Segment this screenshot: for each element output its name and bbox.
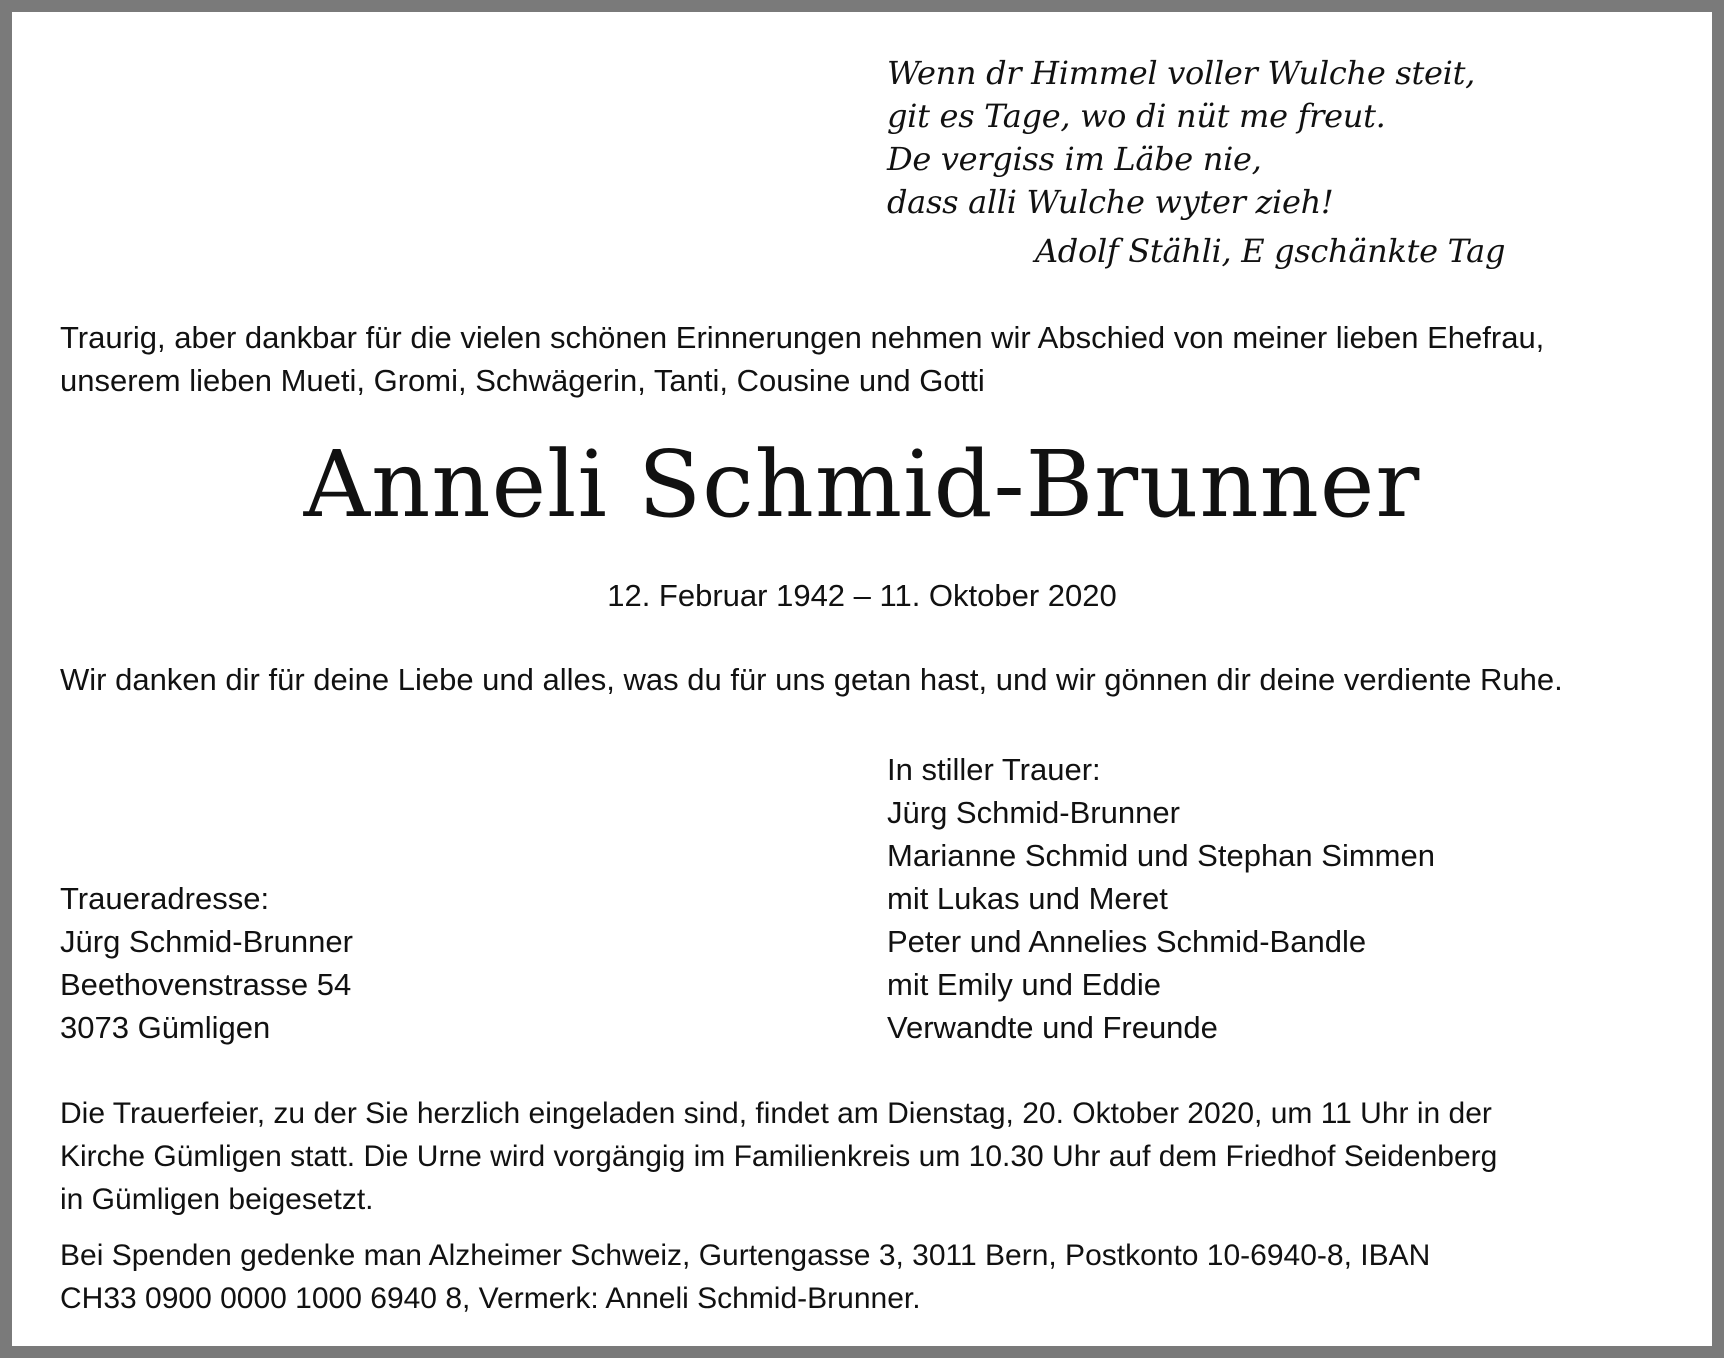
donation-line: CH33 0900 0000 1000 6940 8, Vermerk: Anneli Schmid-Brunner.: [60, 1282, 921, 1315]
ceremony-text: [60, 1092, 1497, 1221]
address-line: 3073 Gümligen: [60, 1010, 271, 1045]
ceremony-line: Kirche Gümligen statt. Die Urne wird vorgängig im Familienkreis um 10.30 Uhr auf dem Friedhof Seidenberg: [60, 1140, 1498, 1173]
address-line: Jürg Schmid-Brunner: [60, 924, 353, 959]
intro-text: [60, 316, 1660, 402]
ceremony-line: in Gümligen beigesetzt.: [60, 1183, 374, 1216]
deceased-name: Anneli Schmid-Brunner: [303, 431, 1421, 538]
mourner-name: Verwandte und Freunde: [887, 1010, 1218, 1045]
poem-line: git es Tage, wo di nüt me freut.: [887, 97, 1386, 135]
poem-line: dass alli Wulche wyter zieh!: [887, 183, 1334, 221]
mourner-name: Peter und Annelies Schmid-Bandle: [887, 924, 1367, 959]
life-dates: 12. Februar 1942 – 11. Oktober 2020: [607, 578, 1117, 613]
intro-line: Traurig, aber dankbar für die vielen schönen Erinnerungen nehmen wir Abschied von meiner lieben Ehefrau,: [60, 320, 1545, 355]
donation-line: Bei Spenden gedenke man Alzheimer Schweiz, Gurtengasse 3, 3011 Bern, Postkonto 10-6940-8, IBAN: [60, 1239, 1431, 1272]
poem-verse: [887, 52, 1475, 224]
mourners-list: [887, 748, 1435, 1049]
ceremony-line: Die Trauerfeier, zu der Sie herzlich eingeladen sind, findet am Dienstag, 20. Oktober 2020, um 11 Uhr in der: [60, 1097, 1492, 1130]
donation-text: [60, 1234, 1430, 1320]
poem-line: De vergiss im Läbe nie,: [887, 140, 1262, 178]
mourner-name: Marianne Schmid und Stephan Simmen: [887, 838, 1435, 873]
obituary-notice: [12, 12, 1712, 1346]
poem-line: Wenn dr Himmel voller Wulche steit,: [887, 54, 1476, 92]
mourner-name: Jürg Schmid-Brunner: [887, 795, 1180, 830]
mourner-name: mit Emily und Eddie: [887, 967, 1161, 1002]
mourning-address: [60, 877, 353, 1049]
address-line: Beethovenstrasse 54: [60, 967, 352, 1002]
poem-author: Adolf Stähli, E gschänkte Tag: [1035, 232, 1506, 270]
address-heading: Traueradresse:: [60, 881, 270, 916]
thanks-text: Wir danken dir für deine Liebe und alles, was du für uns getan hast, und wir gönnen dir deine verdiente Ruhe.: [60, 662, 1563, 697]
mourners-heading: In stiller Trauer:: [887, 752, 1101, 787]
mourner-name: mit Lukas und Meret: [887, 881, 1168, 916]
intro-line: unserem lieben Mueti, Gromi, Schwägerin, Tanti, Cousine und Gotti: [60, 363, 985, 398]
